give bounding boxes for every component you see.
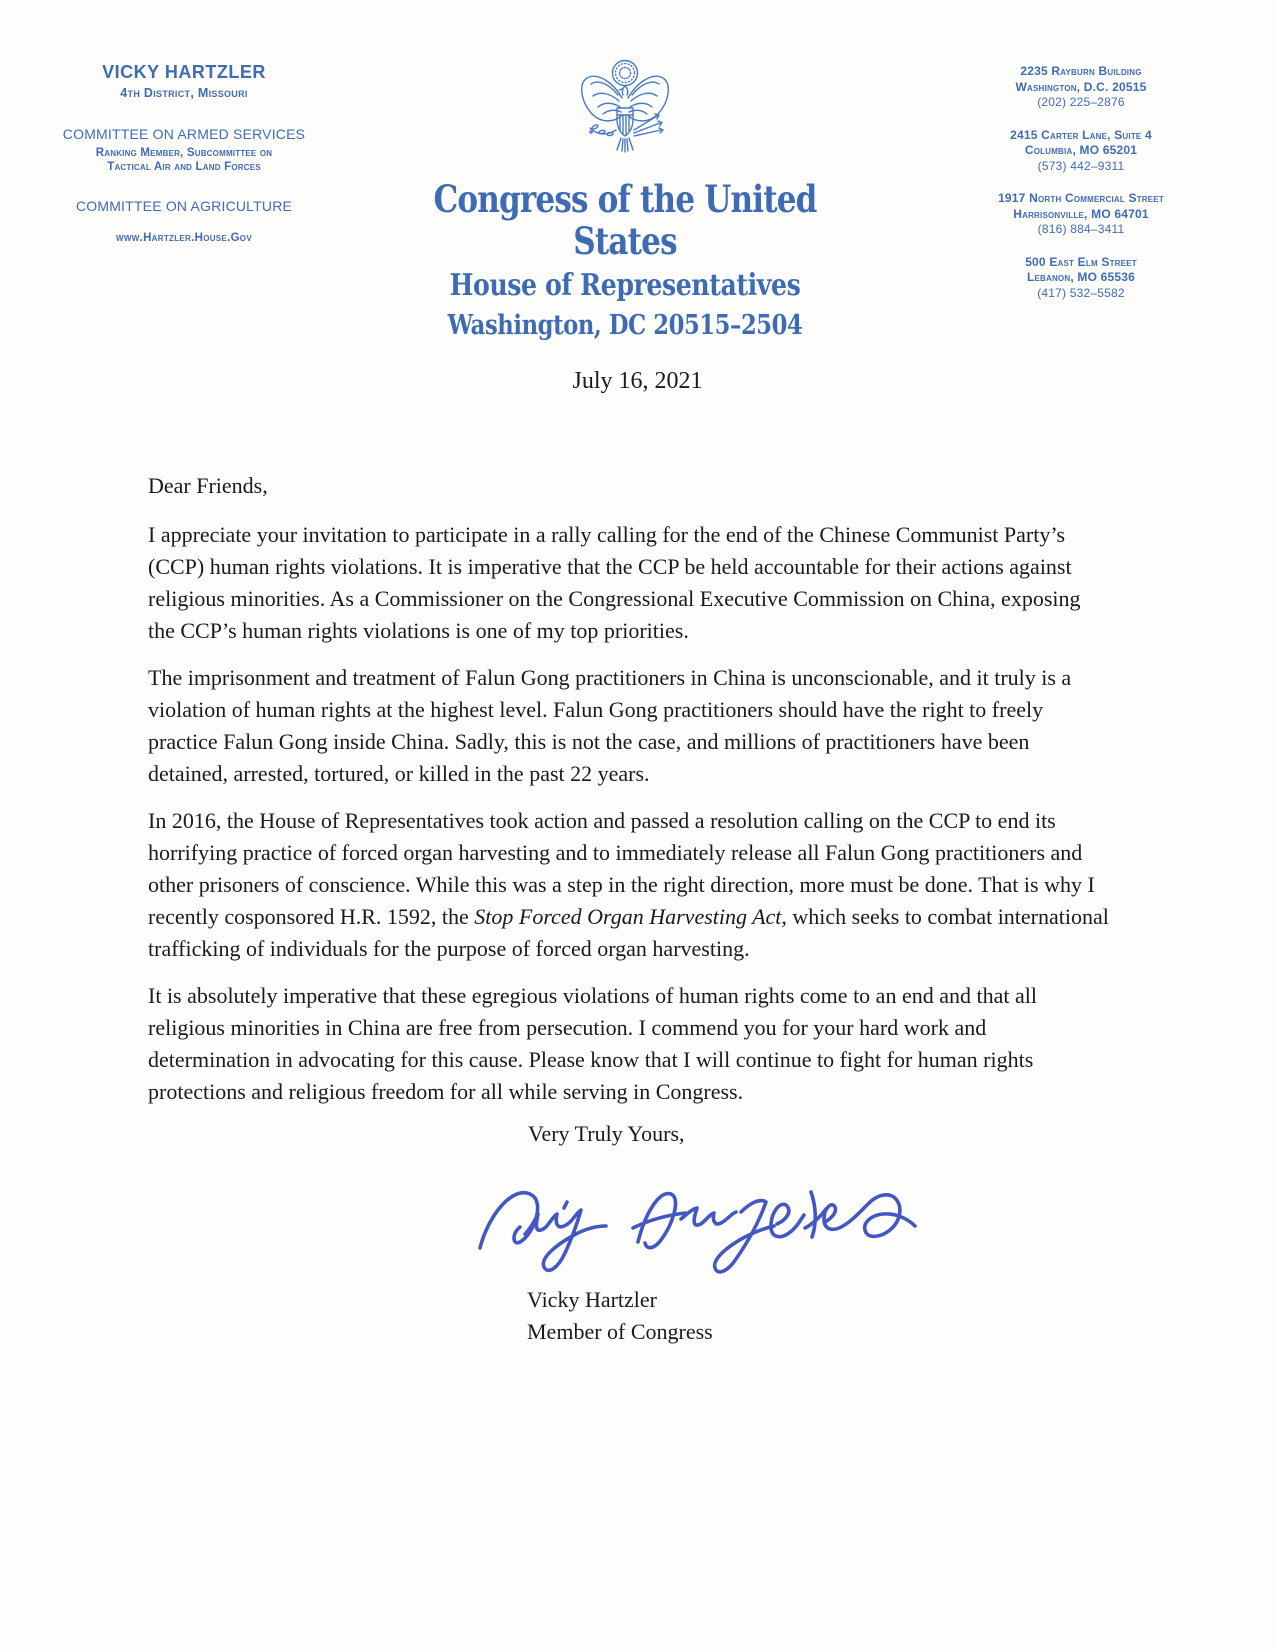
office-columbia (955, 128, 1207, 175)
office-phone: (573) 442–9311 (1037, 158, 1125, 173)
letter-body (148, 470, 1112, 1150)
salutation: Dear Friends, (148, 473, 268, 498)
committee-agriculture: COMMITTEE ON AGRICULTURE (75, 198, 293, 214)
paragraph-3-text-end: , which seeks to combat international trafficking of individuals for the purpose of forced organ harvesting. (148, 904, 1109, 961)
paragraph-2: The imprisonment and treatment of Falun Gong practitioners in China is unconscionable, and it truly is a violation of human rights at the highest level. Falun Gong practitioners should have the right to freely practice Falun Gong inside China. Sadly, this is not the case, and millions of practitioners have been detained, arrested, tortured, or killed in the past 22 years. (148, 665, 1072, 786)
office-address-line: 1917 North Commercial Street (998, 191, 1164, 205)
letter-date: July 16, 2021 (572, 368, 703, 394)
office-lebanon (955, 255, 1207, 302)
capitol-address: Washington, DC 20515–2504 (447, 310, 803, 341)
letterhead-center (385, 58, 865, 342)
office-address-line: 500 East Elm Street (1025, 254, 1137, 269)
office-address-line: 2415 Carter Lane, Suite 4 (1010, 127, 1152, 142)
signature-block (527, 1284, 713, 1348)
letterhead-left-column (55, 62, 313, 244)
office-phone: (202) 225–2876 (1037, 95, 1125, 109)
closing-phrase: Very Truly Yours, (528, 1121, 685, 1146)
office-washington (955, 64, 1207, 111)
signed-name: Vicky Hartzler (527, 1287, 658, 1312)
office-address-line: Washington, D.C. 20515 (1015, 79, 1147, 94)
armed-services-role-line1: Ranking Member, Subcommittee on (95, 147, 273, 159)
paragraph-1: I appreciate your invitation to participate in a rally calling for the end of the Chinese Communist Party’s (CCP) human rights violations. It is imperative that the CCP be held accountable for their actions against religious minorities. As a Commissioner on the Congressional Executive Commission on China, exposing the CCP’s human rights violations is one of my top priorities. (148, 522, 1081, 643)
office-address-line: Harrisonville, MO 64701 (1013, 206, 1149, 221)
house-subtitle: House of Representatives (449, 268, 801, 303)
committee-armed-services: COMMITTEE ON ARMED SERVICES (62, 126, 306, 142)
office-harrisonville (955, 191, 1207, 238)
office-address-line: 2235 Rayburn Building (1020, 64, 1142, 78)
member-website: www.Hartzler.House.Gov (116, 232, 252, 244)
office-phone: (816) 884–3411 (1037, 222, 1125, 236)
letterhead-right-column (955, 64, 1207, 318)
office-address-line: Lebanon, MO 65536 (1026, 270, 1136, 284)
great-seal-eagle-icon (575, 58, 675, 170)
paragraph-4: It is absolutely imperative that these egregious violations of human rights come to an end and that all religious minorities in China are free from persecution. I commend you for your hard work and determination in advocating for this cause. Please know that I will continue to fight for human rights protections and religious freedom for all while serving in Congress. (148, 983, 1037, 1104)
office-address-line: Columbia, MO 65201 (1024, 143, 1138, 157)
armed-services-role-line2: Tactical Air and Land Forces (107, 161, 261, 173)
office-phone: (417) 532–5582 (1037, 285, 1125, 300)
member-district: 4th District, Missouri (120, 86, 248, 100)
paragraph-3-text: In 2016, the House of Representatives took action and passed a resolution calling on the CCP to end its horrifying practice of forced organ harvesting and to immediately release all Falun Gong practitioners and other prisoners of conscience. While this was a step in the right direction, more must be done. That is why I recently cosponsored H.R. 1592, the (148, 808, 1095, 929)
member-name: VICKY HARTZLER (102, 62, 266, 82)
signed-title: Member of Congress (527, 1319, 713, 1344)
bill-title-italic: Stop Forced Organ Harvesting Act (474, 904, 782, 929)
congress-title: Congress of the United States (433, 177, 817, 263)
paragraph-3 (148, 805, 1112, 965)
